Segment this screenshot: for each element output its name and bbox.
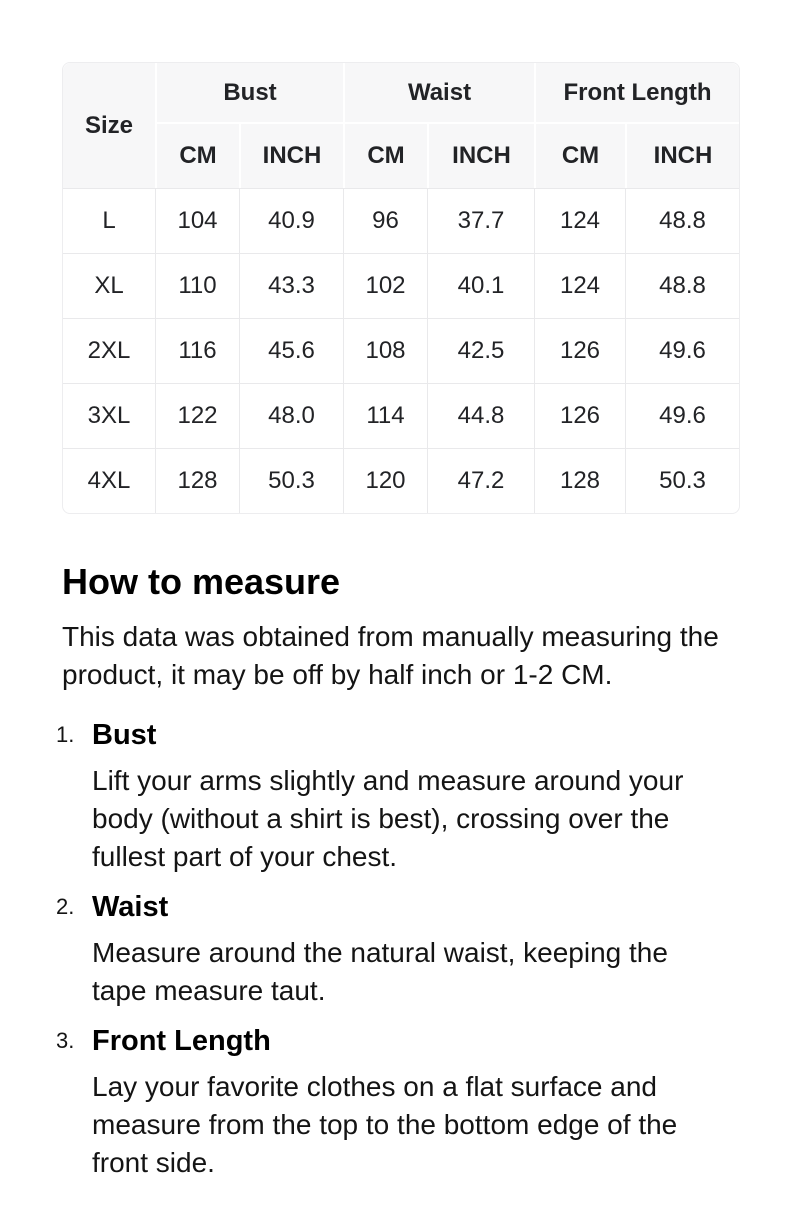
- waist-group-header: Waist: [343, 63, 534, 124]
- value-cell: 128: [534, 448, 625, 513]
- value-cell: 102: [343, 253, 427, 318]
- measure-intro-text: This data was obtained from manually measuring the product, it may be off by half inch or 1-2 CM.: [62, 621, 719, 690]
- table-row: [63, 383, 739, 448]
- size-cell: 2XL: [63, 318, 155, 383]
- front-length-inch-header: INCH: [625, 124, 739, 188]
- step-description-bust: Lift your arms slightly and measure around your body (without a shirt is best), crossing over the fullest part of your chest.: [92, 765, 684, 872]
- size-chart-table: [62, 62, 740, 514]
- step-number: 2.: [56, 894, 75, 919]
- step-title-waist: Waist: [92, 891, 169, 923]
- bust-group-header: Bust: [155, 63, 343, 124]
- size-cell: 3XL: [63, 383, 155, 448]
- value-cell: 128: [155, 448, 239, 513]
- step-title-front-length: Front Length: [92, 1025, 271, 1057]
- value-cell: 122: [155, 383, 239, 448]
- bust-inch-header: INCH: [239, 124, 343, 188]
- step-title-bust: Bust: [92, 719, 157, 751]
- size-cell: XL: [63, 253, 155, 318]
- step-number: 1.: [56, 722, 75, 747]
- size-cell: 4XL: [63, 448, 155, 513]
- value-cell: 108: [343, 318, 427, 383]
- value-cell: 110: [155, 253, 239, 318]
- how-to-measure-title: How to measure: [62, 561, 341, 602]
- value-cell: 124: [534, 188, 625, 253]
- value-cell: 126: [534, 318, 625, 383]
- value-cell: 40.1: [427, 253, 534, 318]
- table-row: [63, 253, 739, 318]
- value-cell: 48.0: [239, 383, 343, 448]
- measure-step-bust: [56, 716, 738, 876]
- value-cell: 96: [343, 188, 427, 253]
- table-row: [63, 448, 739, 513]
- front-length-cm-header: CM: [534, 124, 625, 188]
- waist-inch-header: INCH: [427, 124, 534, 188]
- bust-cm-header: CM: [155, 124, 239, 188]
- value-cell: 50.3: [625, 448, 739, 513]
- front-length-group-header: Front Length: [534, 63, 739, 124]
- value-cell: 40.9: [239, 188, 343, 253]
- measure-step-front-length: [56, 1022, 738, 1182]
- waist-cm-header: CM: [343, 124, 427, 188]
- value-cell: 37.7: [427, 188, 534, 253]
- value-cell: 120: [343, 448, 427, 513]
- value-cell: 47.2: [427, 448, 534, 513]
- table-row: [63, 318, 739, 383]
- value-cell: 43.3: [239, 253, 343, 318]
- step-number: 3.: [56, 1028, 75, 1053]
- value-cell: 124: [534, 253, 625, 318]
- value-cell: 114: [343, 383, 427, 448]
- size-cell: L: [63, 188, 155, 253]
- value-cell: 48.8: [625, 188, 739, 253]
- value-cell: 49.6: [625, 383, 739, 448]
- value-cell: 48.8: [625, 253, 739, 318]
- value-cell: 44.8: [427, 383, 534, 448]
- measure-step-waist: [56, 888, 738, 1010]
- value-cell: 42.5: [427, 318, 534, 383]
- value-cell: 45.6: [239, 318, 343, 383]
- size-column-header: Size: [63, 63, 155, 188]
- value-cell: 104: [155, 188, 239, 253]
- step-description-front-length: Lay your favorite clothes on a flat surface and measure from the top to the bottom edge of the front side.: [92, 1071, 678, 1178]
- measure-steps-list: [56, 716, 738, 1182]
- value-cell: 49.6: [625, 318, 739, 383]
- table-row: [63, 188, 739, 253]
- step-description-waist: Measure around the natural waist, keeping the tape measure taut.: [92, 937, 668, 1006]
- value-cell: 126: [534, 383, 625, 448]
- value-cell: 50.3: [239, 448, 343, 513]
- value-cell: 116: [155, 318, 239, 383]
